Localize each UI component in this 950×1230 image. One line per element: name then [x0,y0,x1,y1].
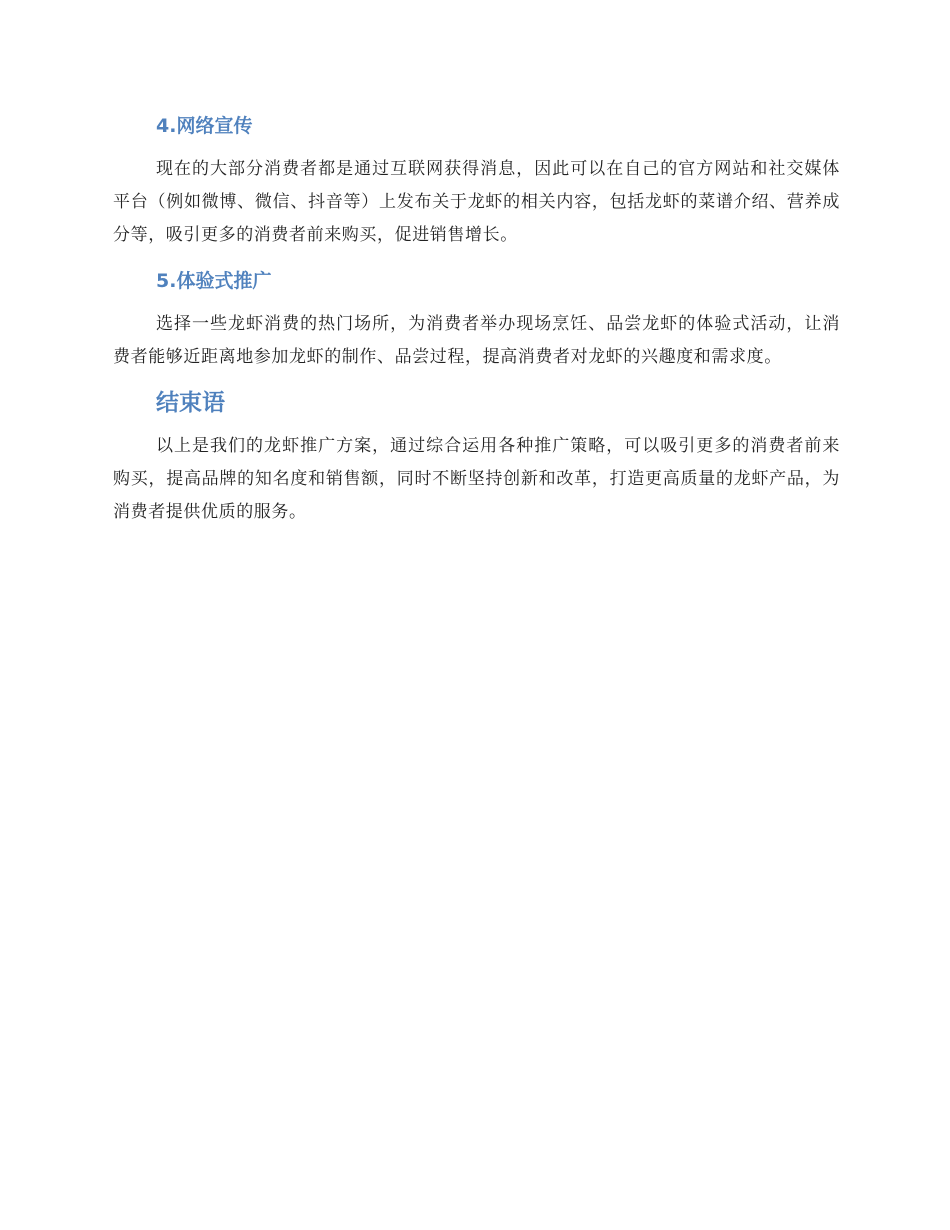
section-paragraph-online-promotion: 现在的大部分消费者都是通过互联网获得消息，因此可以在自己的官方网站和社交媒体平台（例如微博、微信、抖音等）上发布关于龙虾的相关内容，包括龙虾的菜谱介绍、营养成分等，吸引更多的消费者前来购买，促进销售增长。 [113,159,840,245]
section-heading-experiential-promotion: 5.体验式推广 [156,270,272,292]
section-paragraph-conclusion: 以上是我们的龙虾推广方案，通过综合运用各种推广策略，可以吸引更多的消费者前来购买，提高品牌的知名度和销售额，同时不断坚持创新和改革，打造更高质量的龙虾产品，为消费者提供优质的服务。 [113,436,840,522]
section-heading-conclusion: 结束语 [156,390,225,416]
section-paragraph-experiential-promotion: 选择一些龙虾消费的热门场所，为消费者举办现场烹饪、品尝龙虾的体验式活动，让消费者能够近距离地参加龙虾的制作、品尝过程，提高消费者对龙虾的兴趣度和需求度。 [113,314,840,367]
document-body [113,108,840,540]
section-heading-online-promotion: 4.网络宣传 [156,115,253,137]
